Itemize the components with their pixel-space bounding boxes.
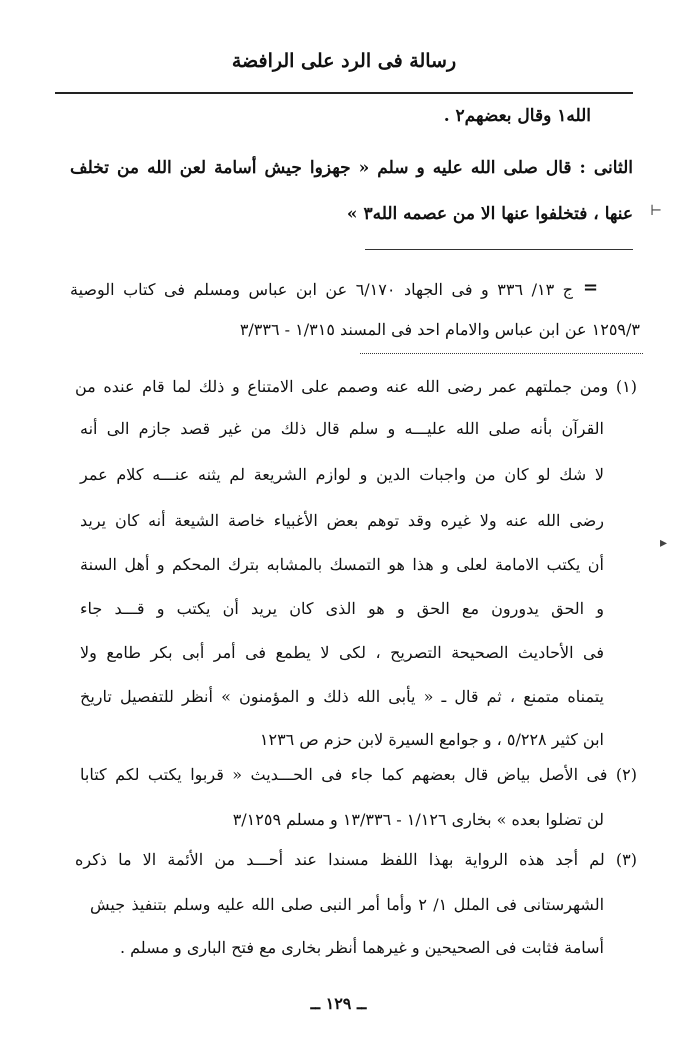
continuation-line-2: ١٢٥٩/٣ عن ابن عباس والامام احد فى المسند ١/٣١٥ - ٣/٣٣٦ [239, 320, 640, 339]
body-line-2: الثانى : قال صلى الله عليه و سلم « جهزوا جيش أسامة لعن الله من تخلف [70, 158, 633, 178]
page-header-title: رسالة فى الرد على الرافضة [231, 50, 457, 72]
footnote-3-line-2: الشهرستانى فى الملل ١/ ٢ وأما أمر النبى صلى الله عليه وسلم بتنفيذ جيش [90, 895, 605, 914]
footnote-1-line-3: لا شك لو كان من واجبات الدين و لوازم الشريعة لم يثنه عنـــه كلام عمر [80, 465, 604, 484]
continuation-mark: = [583, 277, 599, 298]
margin-mark: ▸ [660, 535, 668, 551]
footnote-3-line-3: أسامة فثابت فى الصحيحين و غيرهما أنظر بخارى مع فتح البارى و مسلم . [119, 938, 604, 957]
footnote-1-line-8: يتمناه متمنع ، ثم قال ـ « يأبى الله ذلك و المؤمنون » أنظر للتفصيل تاريخ [80, 687, 604, 706]
footnote-1-line-7: فى الأحاديث الصحيحة التصريح ، لكى لا يطمع فى أمر أبى بكر طامع ولا [80, 643, 604, 662]
footnote-1-line-9: ابن كثير ٥/٢٢٨ ، و جوامع السيرة لابن حزم ص ١٢٣٦ [259, 730, 604, 749]
body-line-1: الله١ وقال بعضهم٢ . [443, 106, 591, 126]
continuation-line-1: ج ١٣/ ٣٣٦ و فى الجهاد ٦/١٧٠ عن ابن عباس ومسلم فى كتاب الوصية [70, 280, 574, 299]
margin-mark: ⊢ [650, 203, 663, 219]
footnote-1-line-1: (١) ومن جملتهم عمر رضى الله عنه وصمم على الامتناع و ذلك لما قام عنده من [75, 377, 637, 396]
footnote-2-line-2: لن تضلوا بعده » بخارى ١/١٢٦ - ١٣/٣٣٦ و مسلم ٣/١٢٥٩ [232, 810, 604, 829]
page-number: ــ ١٢٩ ــ [310, 994, 367, 1013]
header-rule [55, 92, 633, 94]
footnote-3-line-1: (٣) لم أجد هذه الرواية بهذا اللفظ مسندا عند أحـــد من الأئمة الا ما ذكره [75, 850, 637, 869]
footnote-1-line-6: و الحق يدورون مع الحق و هو الذى كان يريد أن يكتب و قـــد جاء [80, 599, 604, 618]
footnote-1-line-5: أن يكتب الامامة لعلى و هذا هو التمسك بالمشابه بترك المحكم و أهل السنة [80, 555, 604, 574]
footnote-1-line-4: رضى الله عنه ولا غيره وقد توهم بعض الأغبياء خاصة الشيعة أنه كان يريد [80, 511, 604, 530]
footnote-2-line-1: (٢) فى الأصل بياض قال بعضهم كما جاء فى الحـــديث « قربوا يكتب لكم كتابا [80, 765, 637, 784]
body-line-3: عنها ، فتخلفوا عنها الا من عصمه الله٣ » [346, 204, 633, 224]
footnote-separator [365, 249, 633, 250]
footnote-1-line-2: القرآن بأنه صلى الله عليـــه و سلم قال ذلك من غير قصد جازم الى أنه [80, 419, 604, 438]
dotted-separator [360, 353, 643, 354]
